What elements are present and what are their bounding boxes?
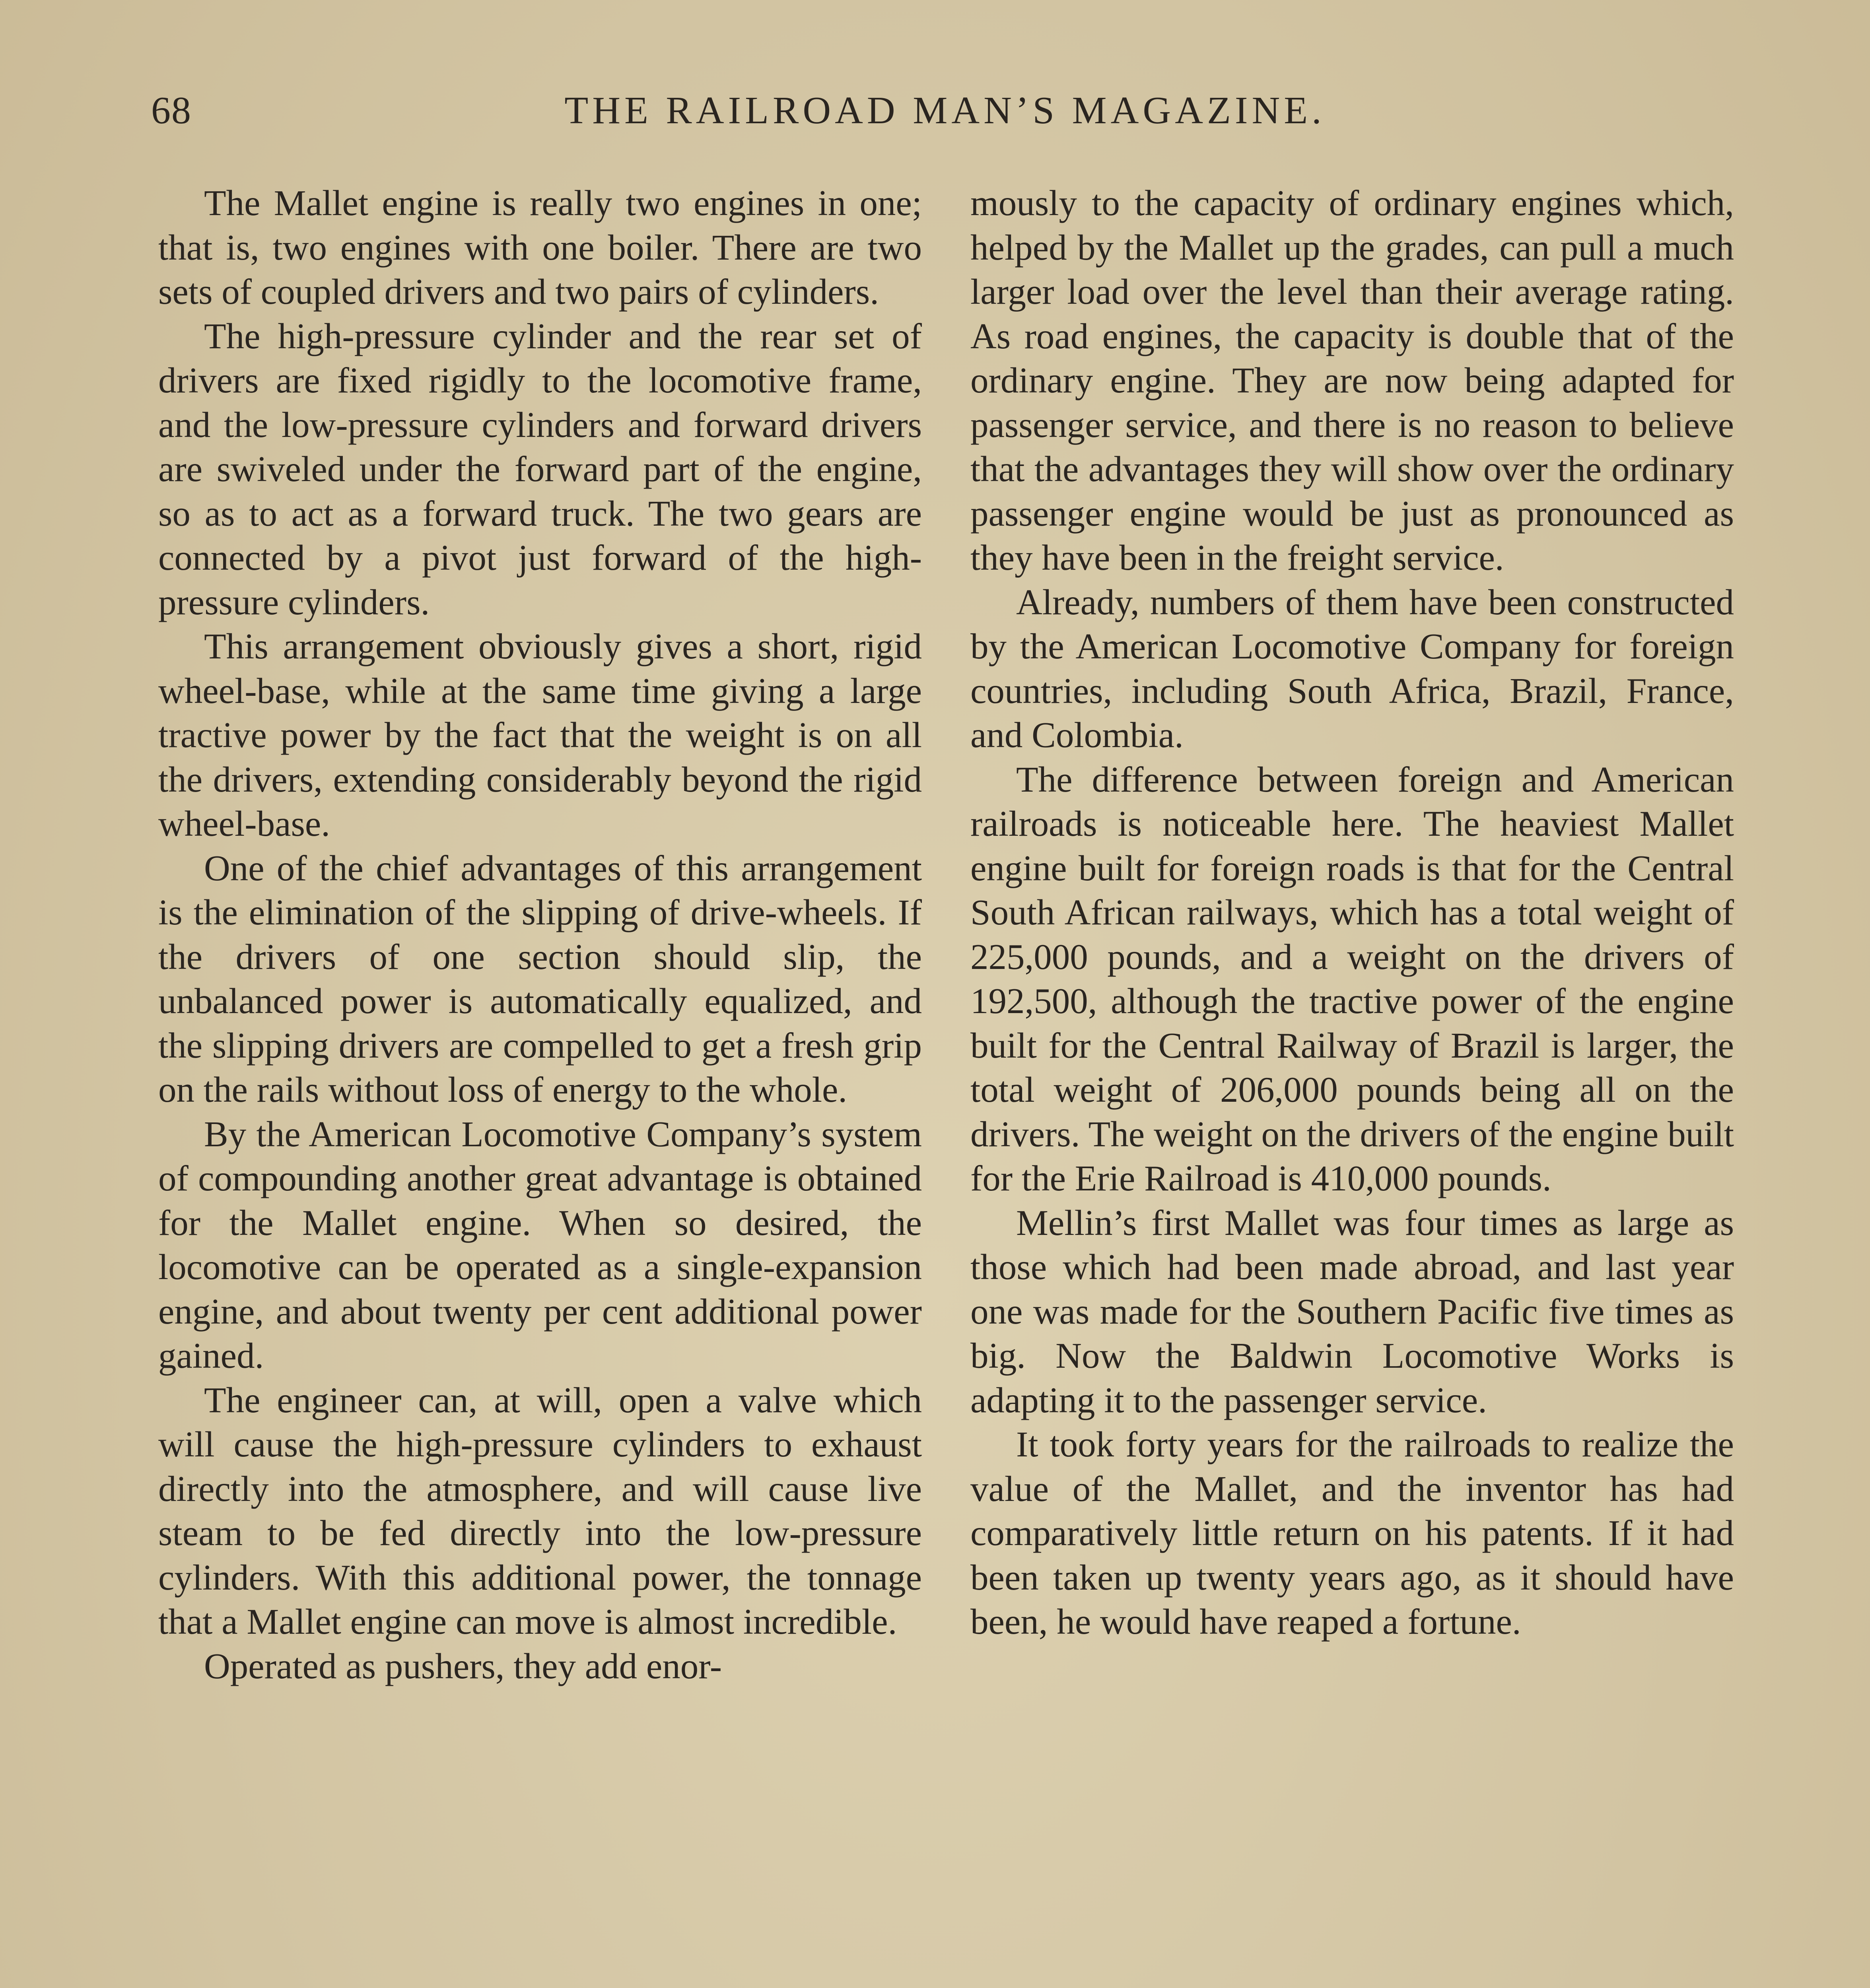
paragraph: Operated as pushers, they add enor- (204, 1646, 722, 1686)
paragraph: Mellin’s first Mallet was four times as large as those which had been made abroad, and last year one was made for the Southern Pacific five times as big. Now the Baldwin Locomotive Works is adapting it to the passenger service. (970, 1202, 1734, 1420)
paragraph: Already, numbers of them have been constructed by the American Locomotive Company for foreign countries, including South Africa, Brazil, France, and Colombia. (970, 582, 1734, 755)
mallet-left-column (158, 181, 922, 1688)
paragraph: By the American Locomotive Company’s system of compounding another great advantage is obtained for the Mallet engine. When so desired, the locomotive can be operated as a single-expansion engine, and about twenty per cent additional power gained. (158, 1114, 922, 1376)
paragraph: It took forty years for the railroads to realize the value of the Mallet, and the inventor has had comparatively little return on his patents. If it had been taken up twenty years ago, as it should have been, he would have reaped a fortune. (970, 1424, 1734, 1642)
mallet-right-column (970, 181, 1734, 1644)
paragraph: One of the chief advantages of this arrangement is the elimination of the slipping of drive-wheels. If the drivers of one section should slip, the unbalanced power is automatically equalized, and the slipping drivers are compelled to get a fresh grip on the rails without loss of energy to the whole. (158, 848, 922, 1110)
page-header (151, 88, 1739, 140)
paragraph-continuation: mously to the capacity of ordinary engines which, helped by the Mallet up the grades, can pull a much larger load over the level than their average rating. As road engines, the capacity is double that of the ordinary engine. They are now being adapted for passenger service, and there is no reason to believe that the advantages they will show over the ordinary passenger engine would be just as pronounced as they have been in the freight service. (970, 183, 1734, 578)
paragraph: The difference between foreign and American railroads is noticeable here. The heaviest Mallet engine built for foreign roads is that for the Central South African railways, which has a total weight of 225,000 pounds, and a weight on the drivers of 192,500, although the tractive power of the engine built for the Central Railway of Brazil is larger, the total weight of 206,000 pounds being all on the drivers. The weight on the drivers of the engine built for the Erie Railroad is 410,000 pounds. (970, 759, 1734, 1198)
running-head: THE RAILROAD MAN’S MAGAZINE. (564, 89, 1326, 132)
paragraph: This arrangement obviously gives a short, rigid wheel-base, while at the same time giving a large tractive power by the fact that the weight is on all the drivers, extending considerably beyond the rigid wheel-base. (158, 626, 922, 844)
paragraph: The Mallet engine is really two engines in one; that is, two engines with one boiler. There are two sets of coupled drivers and two pairs of cylinders. (158, 183, 922, 312)
paragraph: The engineer can, at will, open a valve which will cause the high-pressure cylinders to exhaust directly into the atmosphere, and will cause live steam to be fed directly into the low-pressure cylinders. With this additional power, the tonnage that a Mallet engine can move is almost incredible. (158, 1380, 922, 1642)
page-number: 68 (151, 89, 192, 132)
paragraph: The high-pressure cylinder and the rear set of drivers are fixed rigidly to the locomotive frame, and the low-pressure cylinders and forward drivers are swiveled under the forward part of the engine, so as to act as a forward truck. The two gears are connected by a pivot just forward of the high-pressure cylinders. (158, 316, 922, 622)
